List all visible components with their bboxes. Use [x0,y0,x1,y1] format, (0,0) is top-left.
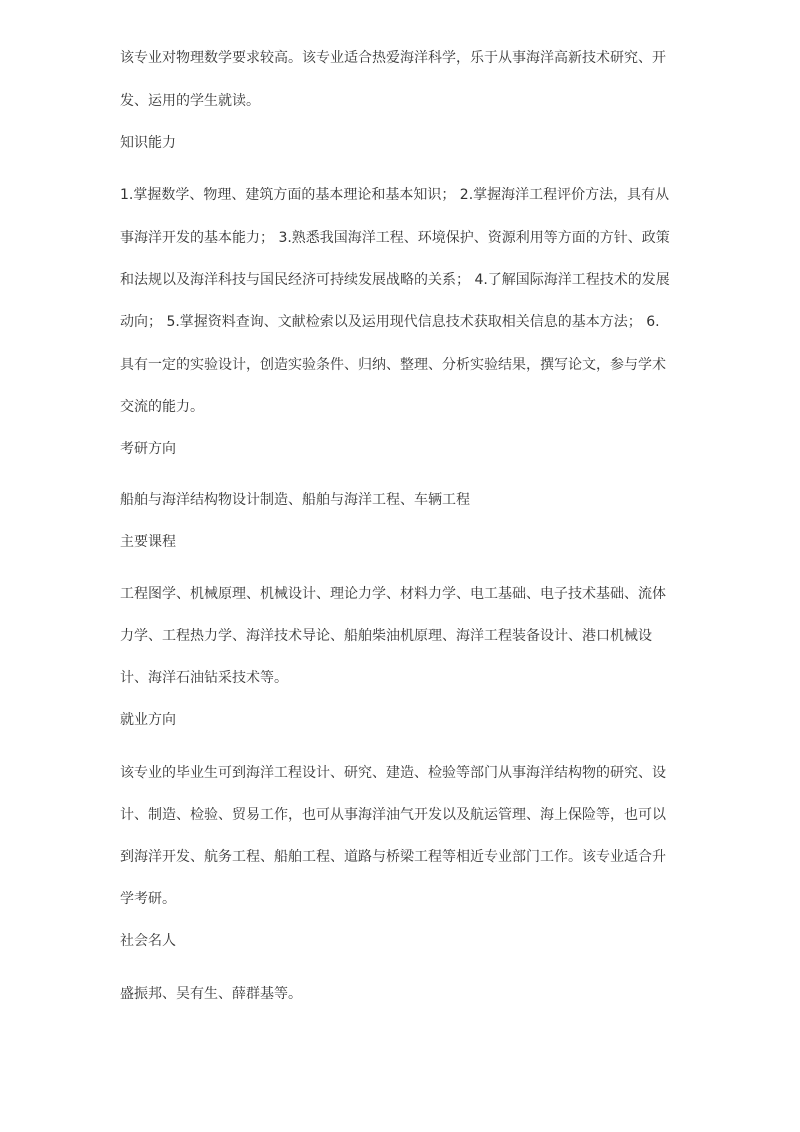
notables-heading: 社会名人 [120,933,176,949]
postgrad-line-1: 船舶与海洋结构物设计制造、船舶与海洋工程、车辆工程 [120,492,470,508]
employment-line-2: 计、制造、检验、贸易工作，也可从事海洋油气开发以及航运管理、海上保险等，也可以 [120,807,666,823]
notables-line-1: 盛振邦、吴有生、薛群基等。 [120,986,302,1002]
knowledge-line-3: 和法规以及海洋科技与国民经济可持续发展战略的关系； 4.了解国际海洋工程技术的发展 [120,272,670,288]
knowledge-line-1: 1.掌握数学、物理、建筑方面的基本理论和基本知识； 2.掌握海洋工程评价方法，具有从 [120,187,670,203]
intro-line-2: 发、运用的学生就读。 [120,93,260,109]
knowledge-heading: 知识能力 [120,135,176,151]
employment-line-3: 到海洋开发、航务工程、船舶工程、道路与桥梁工程等相近专业部门工作。该专业适合升 [120,849,666,865]
knowledge-line-6: 交流的能力。 [120,399,204,415]
employment-line-4: 学考研。 [120,891,176,907]
employment-heading: 就业方向 [120,712,176,728]
knowledge-line-4: 动向； 5.掌握资料查询、文献检索以及运用现代信息技术获取相关信息的基本方法； 6. [120,314,660,330]
courses-line-2: 力学、工程热力学、海洋技术导论、船舶柴油机原理、海洋工程装备设计、港口机械设 [120,628,652,644]
knowledge-line-2: 事海洋开发的基本能力； 3.熟悉我国海洋工程、环境保护、资源利用等方面的方针、政策 [120,230,670,246]
courses-line-3: 计、海洋石油钻采技术等。 [120,670,288,686]
knowledge-line-5: 具有一定的实验设计，创造实验条件、归纳、整理、分析实验结果，撰写论文，参与学术 [120,357,666,373]
courses-line-1: 工程图学、机械原理、机械设计、理论力学、材料力学、电工基础、电子技术基础、流体 [120,586,666,602]
employment-line-1: 该专业的毕业生可到海洋工程设计、研究、建造、检验等部门从事海洋结构物的研究、设 [120,765,666,781]
postgrad-heading: 考研方向 [120,441,176,457]
courses-heading: 主要课程 [120,534,176,550]
intro-line-1: 该专业对物理数学要求较高。该专业适合热爱海洋科学，乐于从事海洋高新技术研究、开 [120,50,666,66]
